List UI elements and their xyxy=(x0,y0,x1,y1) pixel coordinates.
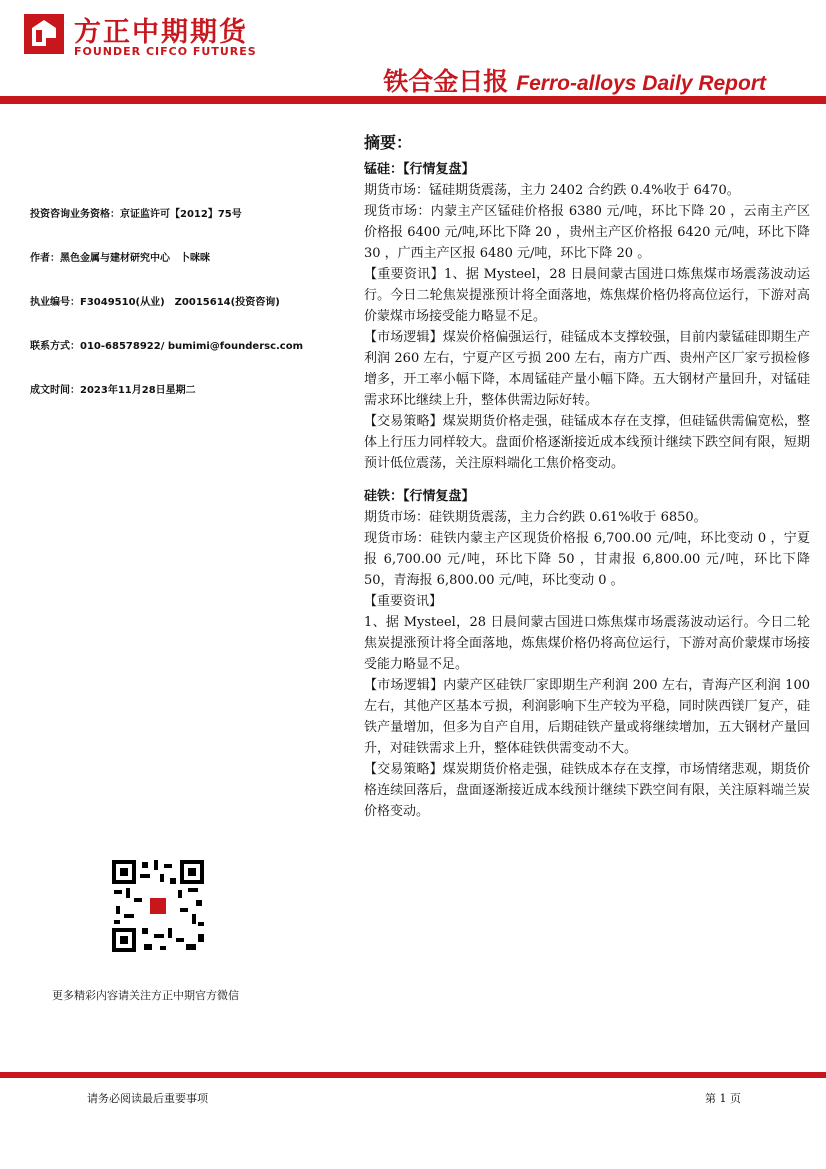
date-line: 成文时间：2023年11月28日星期二 xyxy=(30,385,196,396)
fe-paragraph: 期货市场：硅铁期货震荡，主力合约跌 0.61%收于 6850。 xyxy=(364,510,707,525)
report-title-cn: 铁合金日报 xyxy=(383,67,509,96)
fe-tag: 【行情复盘】 xyxy=(403,489,475,504)
mn-paragraph: 现货市场：内蒙主产区锰硅价格报 6380 元/吨，环比下降 20 ，云南主产区价格报 6400 元/吨,环比下降 20 ，贵州主产区价格报 6420 元/吨，环比下降 30 ，广西主产区报 6480 元/吨，环比下降 20 。 xyxy=(364,204,810,261)
fe-paragraph: 现货市场：硅铁内蒙主产区现货价格报 6,700.00 元/吨，环比变动 0 ，宁夏报 6,700.00 元/吨，环比下降 50 ，甘肃报 6,800.00 元/吨，环比下降 50，青海报 6,800.00 元/吨，环比变动 0 。 xyxy=(364,531,810,588)
mn-paragraph: 期货市场：锰硅期货震荡，主力 2402 合约跌 0.4%收于 6470。 xyxy=(364,183,740,198)
mn-paragraph: 【重要资讯】1、据 Mysteel，28 日晨间蒙古国进口炼焦煤市场震荡波动运行。今日二轮焦炭提涨预计将全面落地，炼焦煤价格仍将高位运行，下游对高价蒙煤市场接受能力略显不足。 xyxy=(364,267,810,324)
author-line: 作者：黑色金属与建材研究中心 卜咪咪 xyxy=(30,253,210,264)
footer-divider xyxy=(0,1072,826,1078)
company-name-cn: 方正中期期货 xyxy=(74,17,248,48)
page-number: 第 1 页 xyxy=(705,1092,741,1105)
mn-paragraph: 【交易策略】煤炭期货价格走强，硅锰成本存在支撑，但硅锰供需偏宽松，整体上行压力同样较大。盘面价格逐渐接近成本线预计继续下跌空间有限，短期预计低位震荡，关注原料端化工焦价格变动。 xyxy=(364,414,810,471)
wechat-qr-code-icon xyxy=(110,858,206,954)
mn-name: 锰硅： xyxy=(364,162,404,177)
fe-paragraph: 【市场逻辑】内蒙产区硅铁厂家即期生产利润 200 左右，青海产区利润 100 左右，其他产区基本亏损，利润影响下生产较为平稳，同时陕西镁厂复产，硅铁产量增加，但多为自产自用，后期硅铁产量或将继续增加，五大钢材产量回升，对硅铁需求上升，整体硅铁供需变动不大。 xyxy=(364,678,810,756)
mn-section-title xyxy=(364,159,810,180)
mn-paragraph: 【市场逻辑】煤炭价格偏强运行，硅锰成本支撑较强，目前内蒙锰硅即期生产利润 260 左右，宁夏产区亏损 200 左右，南方广西、贵州产区厂家亏损检修增多，开工率小幅下降，本周锰硅产量小幅下降。五大钢材产量回升，对锰硅需求环比继续上升，整体供需边际好转。 xyxy=(364,330,810,408)
qr-caption: 更多精彩内容请关注方正中期官方微信 xyxy=(52,989,239,1002)
report-title xyxy=(383,62,766,98)
footer-notice: 请务必阅读最后重要事项 xyxy=(87,1092,208,1105)
report-header xyxy=(0,0,826,104)
contact-line: 联系方式：010-68578922/ bumimi@foundersc.com xyxy=(30,341,304,352)
summary-title: 摘要： xyxy=(364,133,413,152)
company-logo-icon xyxy=(22,12,66,56)
fe-paragraph: 【重要资讯】 xyxy=(364,594,443,609)
qualification-line: 投资咨询业务资格：京证监许可【2012】75号 xyxy=(30,209,242,220)
mn-tag: 【行情复盘】 xyxy=(403,162,475,177)
fe-paragraph: 【交易策略】煤炭期货价格走强，硅铁成本存在支撑，市场情绪悲观，期货价格连续回落后，盘面逐渐接近成本线预计继续下跌空间有限，关注原料端兰炭价格变动。 xyxy=(364,762,810,819)
company-name-en: FOUNDER CIFCO FUTURES xyxy=(74,45,257,58)
license-line: 执业编号：F3049510(从业) Z0015614(投资咨询) xyxy=(30,297,280,308)
fe-name: 硅铁： xyxy=(364,489,404,504)
report-title-en: Ferro-alloys Daily Report xyxy=(516,72,766,95)
fe-section-title xyxy=(364,486,810,507)
summary-section xyxy=(364,132,810,822)
fe-paragraph: 1、据 Mysteel，28 日晨间蒙古国进口炼焦煤市场震荡波动运行。今日二轮焦炭提涨预计将全面落地，炼焦煤价格仍将高位运行，下游对高价蒙煤市场接受能力略显不足。 xyxy=(364,615,810,672)
header-divider xyxy=(0,96,826,104)
